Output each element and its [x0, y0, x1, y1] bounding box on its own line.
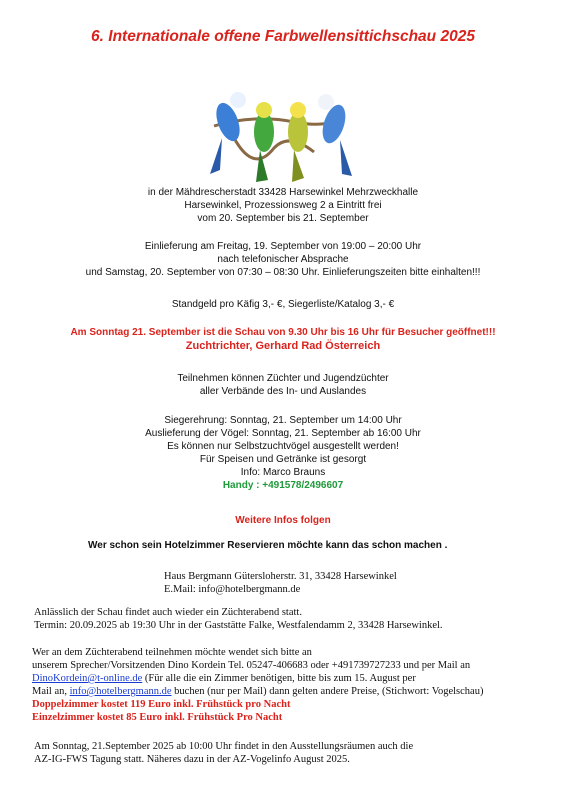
hotel-email-label: E.Mail: [164, 584, 199, 595]
venue-line: Harsewinkel, Prozessionsweg 2 a Eintritt frei [184, 200, 382, 211]
more-info: Weitere Infos folgen [235, 515, 331, 526]
registration-line [32, 672, 552, 685]
schedule-line: Siegerehrung: Sonntag, 21. September um 14:00 Uhr [164, 415, 402, 426]
registration-text: buchen (nur per Mail) dann gelten andere Preise, (Stichwort: Vogelschau) [171, 686, 484, 697]
breeder-evening-block [34, 606, 554, 632]
delivery-block [0, 240, 566, 279]
venue-line: in der Mähdrescherstadt 33428 Harsewinkel Mehrzweckhalle [147, 187, 419, 198]
venue-line: vom 20. September bis 21. September [197, 213, 369, 224]
hotel-notice: Wer schon sein Hotelzimmer Reservieren möchte kann das schon machen . [88, 540, 448, 551]
registration-block [32, 646, 552, 724]
hotel-email: info@hotelbergmann.de [198, 584, 301, 595]
delivery-line: Einlieferung am Freitag, 19. September von 19:00 – 20:00 Uhr [144, 241, 422, 252]
registration-line: unserem Sprecher/Vorsitzenden Dino Kordein Tel. 05247-406683 oder +491739727233 und per Mail an [32, 660, 471, 671]
participants-line: Teilnehmen können Züchter und Jugendzüchter [177, 373, 389, 384]
budgerigars-illustration [194, 78, 366, 182]
venue-block [0, 186, 566, 225]
sunday-notice: Am Sonntag 21. September ist die Schau von 9.30 Uhr bis 16 Uhr für Besucher geöffnet!!! [70, 327, 496, 338]
judge-line: Zuchtrichter, Gerhard Rad Österreich [185, 340, 381, 352]
participants-block [0, 372, 566, 398]
page-title: 6. Internationale offene Farbwellensittichschau 2025 [91, 28, 475, 45]
hotel-block [164, 570, 544, 596]
fees-line: Standgeld pro Käfig 3,- €, Siegerliste/Katalog 3,- € [171, 299, 395, 310]
hotel-email-link[interactable]: info@hotelbergmann.de [69, 686, 172, 697]
delivery-line: nach telefonischer Absprache [217, 254, 349, 265]
schedule-line: Info: Marco Brauns [240, 467, 326, 478]
schedule-line: Auslieferung der Vögel: Sonntag, 21. September ab 16:00 Uhr [145, 428, 421, 439]
hotel-address: Haus Bergmann Gütersloherstr. 31, 33428 Harsewinkel [164, 571, 397, 582]
participants-line: aller Verbände des In- und Auslandes [199, 386, 367, 397]
registration-text: (Für alle die ein Zimmer benötigen, bitte bis zum 15. August per [142, 673, 416, 684]
single-room-price: Einzelzimmer kostet 85 Euro inkl. Frühstück Pro Nacht [32, 712, 283, 723]
registration-line: Wer an dem Züchterabend teilnehmen möchte wendet sich bitte an [32, 647, 312, 658]
agm-block [34, 740, 554, 766]
hotel-email-line [164, 583, 544, 596]
breeder-evening-line: Termin: 20.09.2025 ab 19:30 Uhr in der Gaststätte Falke, Westfalendamm 2, 33428 Harsewinkel. [34, 620, 443, 631]
delivery-line: und Samstag, 20. September von 07:30 – 08:30 Uhr. Einlieferungszeiten bitte einhalten!!! [85, 267, 481, 278]
registration-line [32, 685, 552, 698]
double-room-price: Doppelzimmer kostet 119 Euro inkl. Frühstück pro Nacht [32, 699, 291, 710]
registration-text: Mail an, [32, 686, 70, 697]
breeder-evening-line: Anlässlich der Schau findet auch wieder ein Züchterabend statt. [34, 607, 302, 618]
schedule-line: Für Speisen und Getränke ist gesorgt [199, 454, 367, 465]
dino-email-link[interactable]: DinoKordein@t-online.de [32, 673, 143, 684]
schedule-block [0, 414, 566, 492]
phone-line: Handy : +491578/2496607 [222, 480, 344, 491]
agm-line: AZ-IG-FWS Tagung statt. Näheres dazu in der AZ-Vogelinfo August 2025. [34, 754, 350, 765]
agm-line: Am Sonntag, 21.September 2025 ab 10:00 Uhr findet in den Ausstellungsräumen auch die [34, 741, 414, 752]
schedule-line: Es können nur Selbstzuchtvögel ausgestellt werden! [167, 441, 399, 452]
